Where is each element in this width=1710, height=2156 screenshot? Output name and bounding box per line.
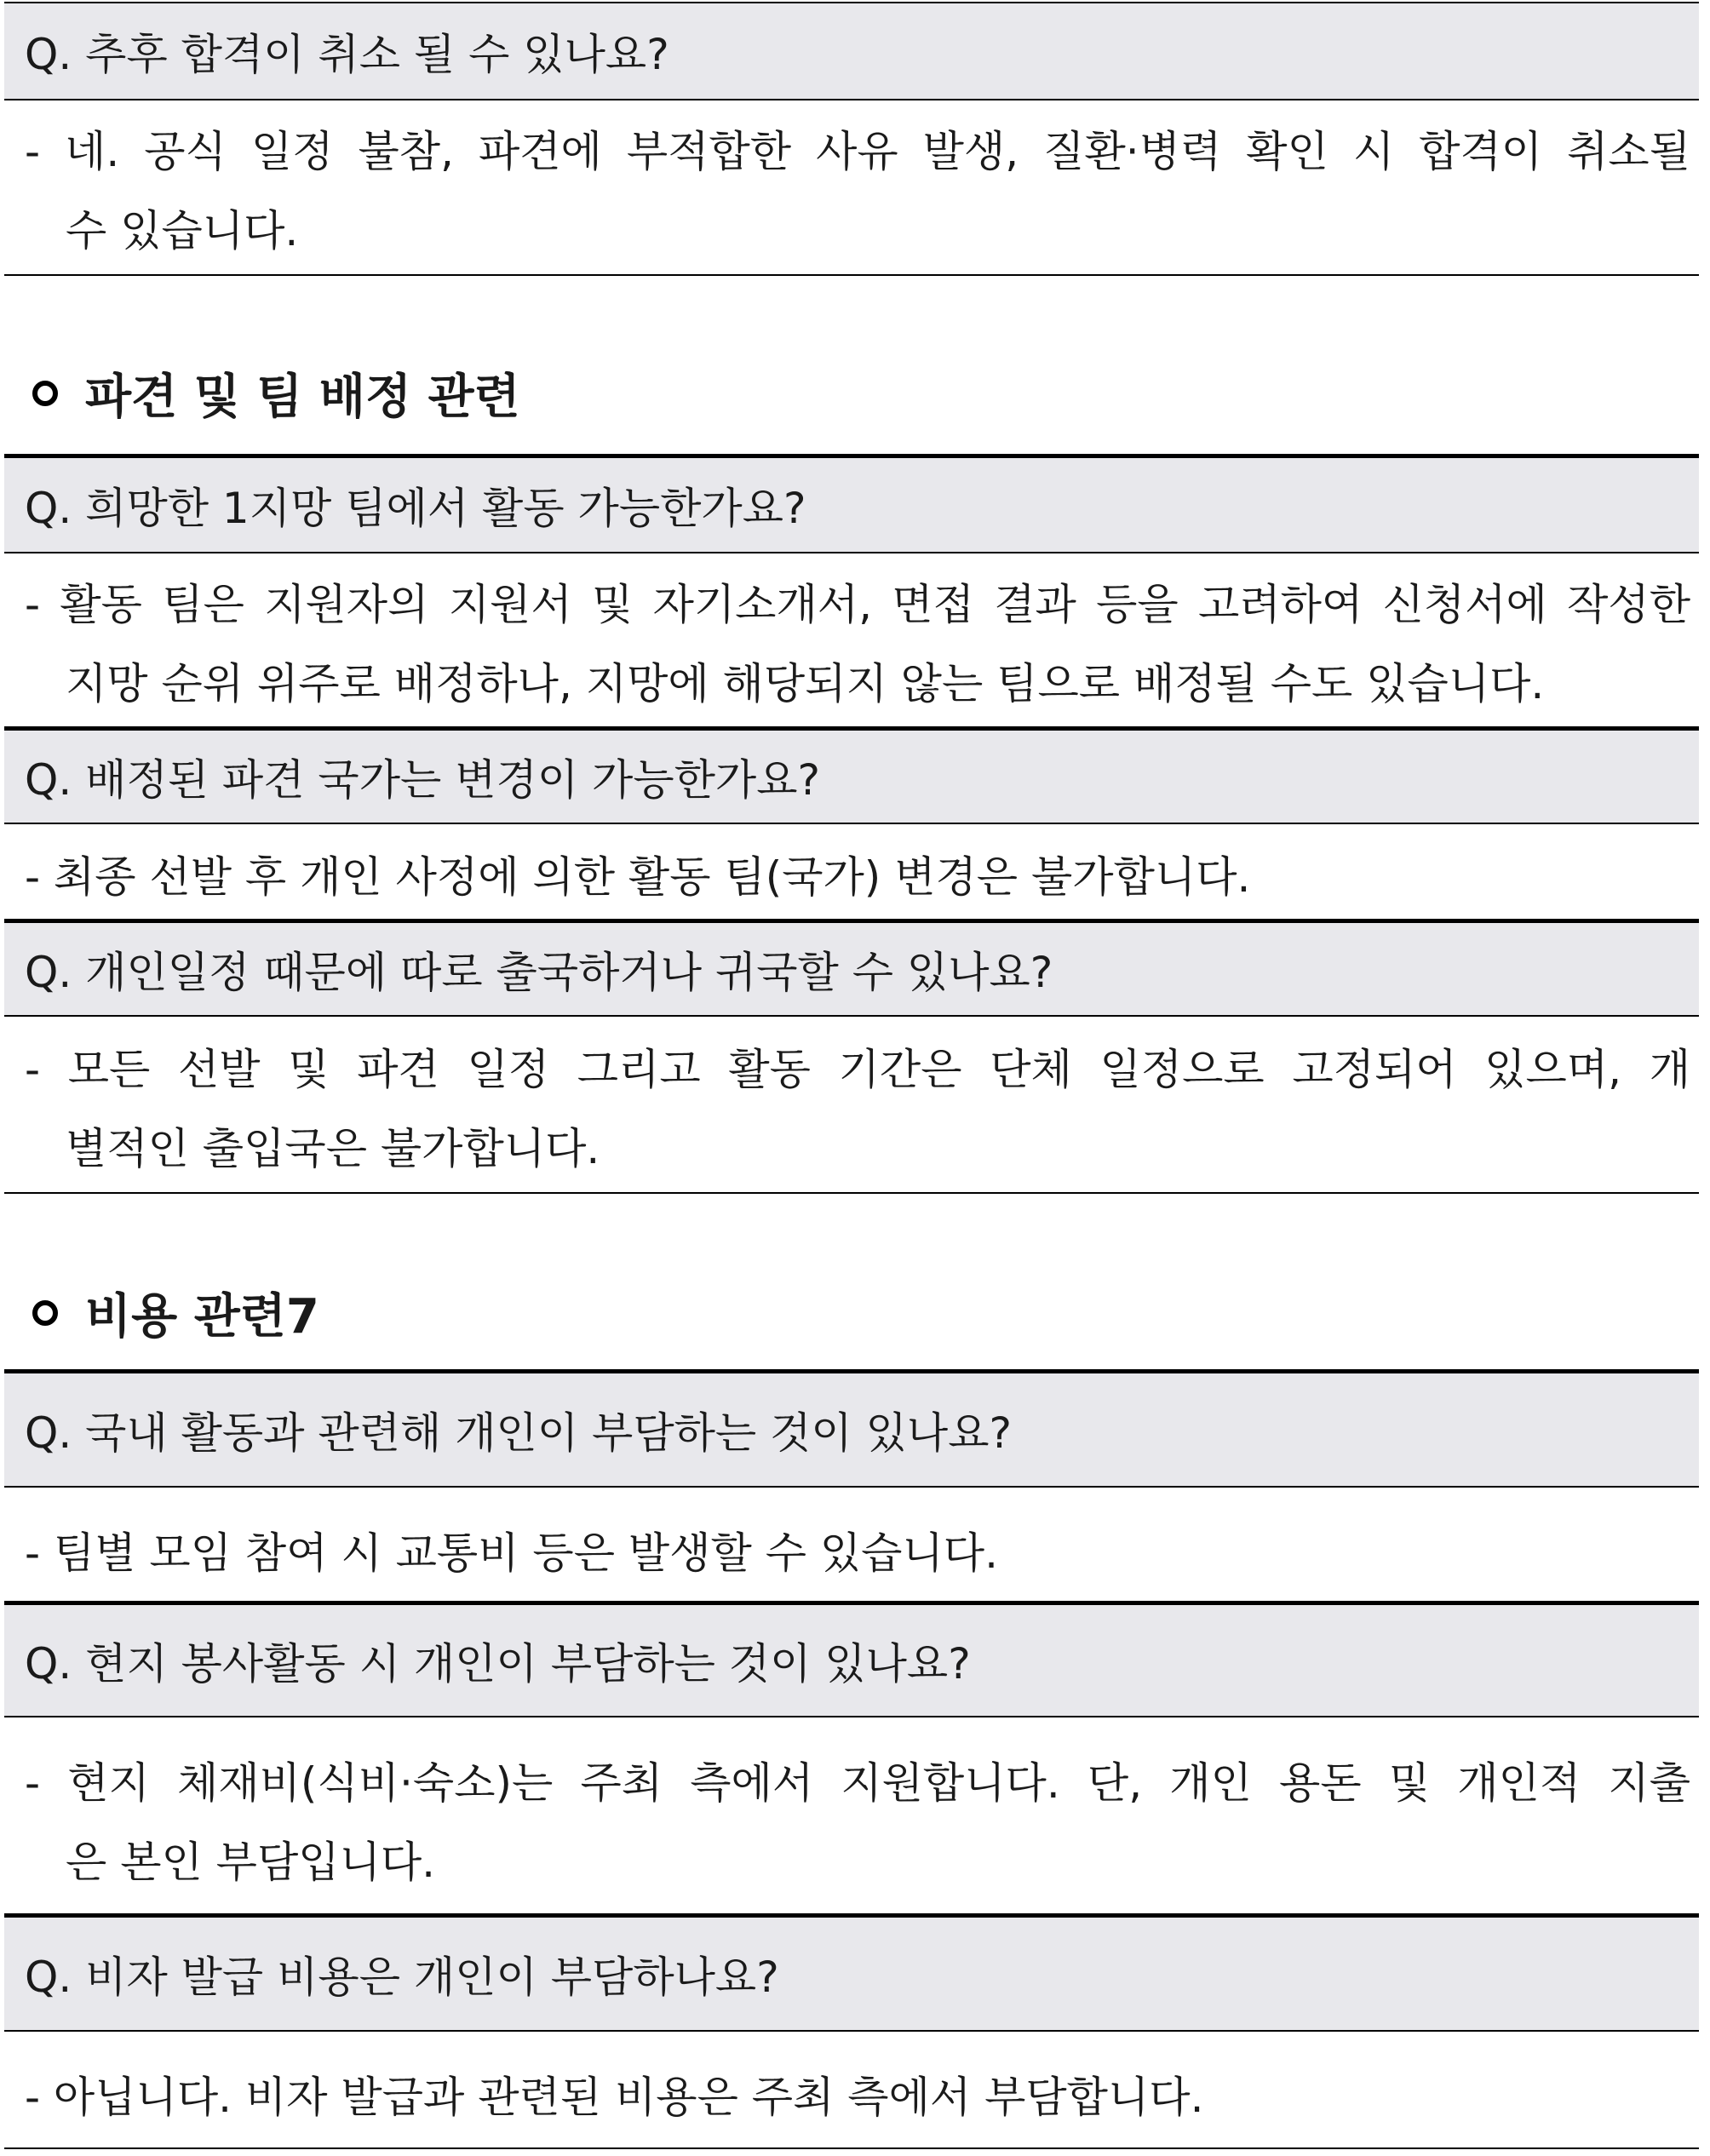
- faq-answer-line: 지망 순위 위주로 배정하나, 지망에 해당되지 않는 팀으로 배정될 수도 있습니다.: [66, 659, 1545, 708]
- faq-question: Q. 희망한 1지망 팀에서 활동 가능한가요?: [4, 458, 1699, 552]
- faq-answer-line: - 최종 선발 후 개인 사정에 의한 활동 팀(국가) 변경은 불가합니다.: [25, 852, 1251, 902]
- section-title: 파견 및 팀 배정 관련: [85, 370, 520, 425]
- faq-answer-line: 별적인 출입국은 불가합니다.: [66, 1124, 600, 1173]
- faq-answer-line: - 팀별 모임 참여 시 교통비 등은 발생할 수 있습니다.: [25, 1528, 998, 1578]
- rule: [4, 1192, 1699, 1194]
- rule: [4, 2147, 1699, 2149]
- faq-answer: [4, 1514, 1699, 1593]
- faq-answer: [4, 1744, 1699, 1902]
- rule: [4, 1716, 1699, 1717]
- faq-answer-line: - 활동 팀은 지원자의 지원서 및 자기소개서, 면접 결과 등을 고려하여 신청서에 작성한: [25, 580, 1690, 629]
- faq-question: Q. 개인일정 때문에 따로 출국하거나 귀국할 수 있나요?: [4, 923, 1699, 1015]
- faq-answer-line: 수 있습니다.: [66, 206, 299, 255]
- faq-question: Q. 비자 발급 비용은 개인이 부담하나요?: [4, 1918, 1699, 2030]
- faq-answer: [4, 2058, 1699, 2137]
- faq-answer-line: - 네. 공식 일정 불참, 파견에 부적합한 사유 발생, 질환·병력 확인 시 합격이 취소될: [25, 127, 1690, 176]
- faq-question: Q. 추후 합격이 취소 될 수 있나요?: [4, 3, 1699, 99]
- rule: [4, 823, 1699, 824]
- rule: [4, 1486, 1699, 1488]
- rule: [4, 99, 1699, 100]
- section-heading-costs: [32, 1277, 319, 1349]
- faq-answer: [4, 838, 1699, 917]
- circle-outline-icon: [32, 381, 58, 406]
- faq-question: Q. 국내 활동과 관련해 개인이 부담하는 것이 있나요?: [4, 1373, 1699, 1486]
- faq-question: Q. 현지 봉사활동 시 개인이 부담하는 것이 있나요?: [4, 1605, 1699, 1716]
- rule: [4, 552, 1699, 553]
- faq-answer: [4, 565, 1699, 724]
- faq-answer: [4, 1030, 1699, 1189]
- section-heading-dispatch: [32, 358, 520, 429]
- circle-outline-icon: [32, 1300, 58, 1326]
- faq-question: Q. 배정된 파견 국가는 변경이 가능한가요?: [4, 731, 1699, 823]
- faq-answer-line: - 모든 선발 및 파견 일정 그리고 활동 기간은 단체 일정으로 고정되어 있으며, 개: [25, 1045, 1690, 1094]
- faq-answer-line: - 아닙니다. 비자 발급과 관련된 비용은 주최 측에서 부담합니다.: [25, 2073, 1204, 2122]
- faq-answer-line: - 현지 체재비(식비·숙소)는 주최 측에서 지원합니다. 단, 개인 용돈 및 개인적 지출: [25, 1758, 1690, 1808]
- faq-answer: [4, 112, 1699, 271]
- section-title: 비용 관련7: [85, 1289, 319, 1345]
- faq-answer-line: 은 본인 부담입니다.: [66, 1838, 436, 1887]
- rule: [4, 274, 1699, 276]
- rule: [4, 1015, 1699, 1017]
- rule: [4, 2030, 1699, 2032]
